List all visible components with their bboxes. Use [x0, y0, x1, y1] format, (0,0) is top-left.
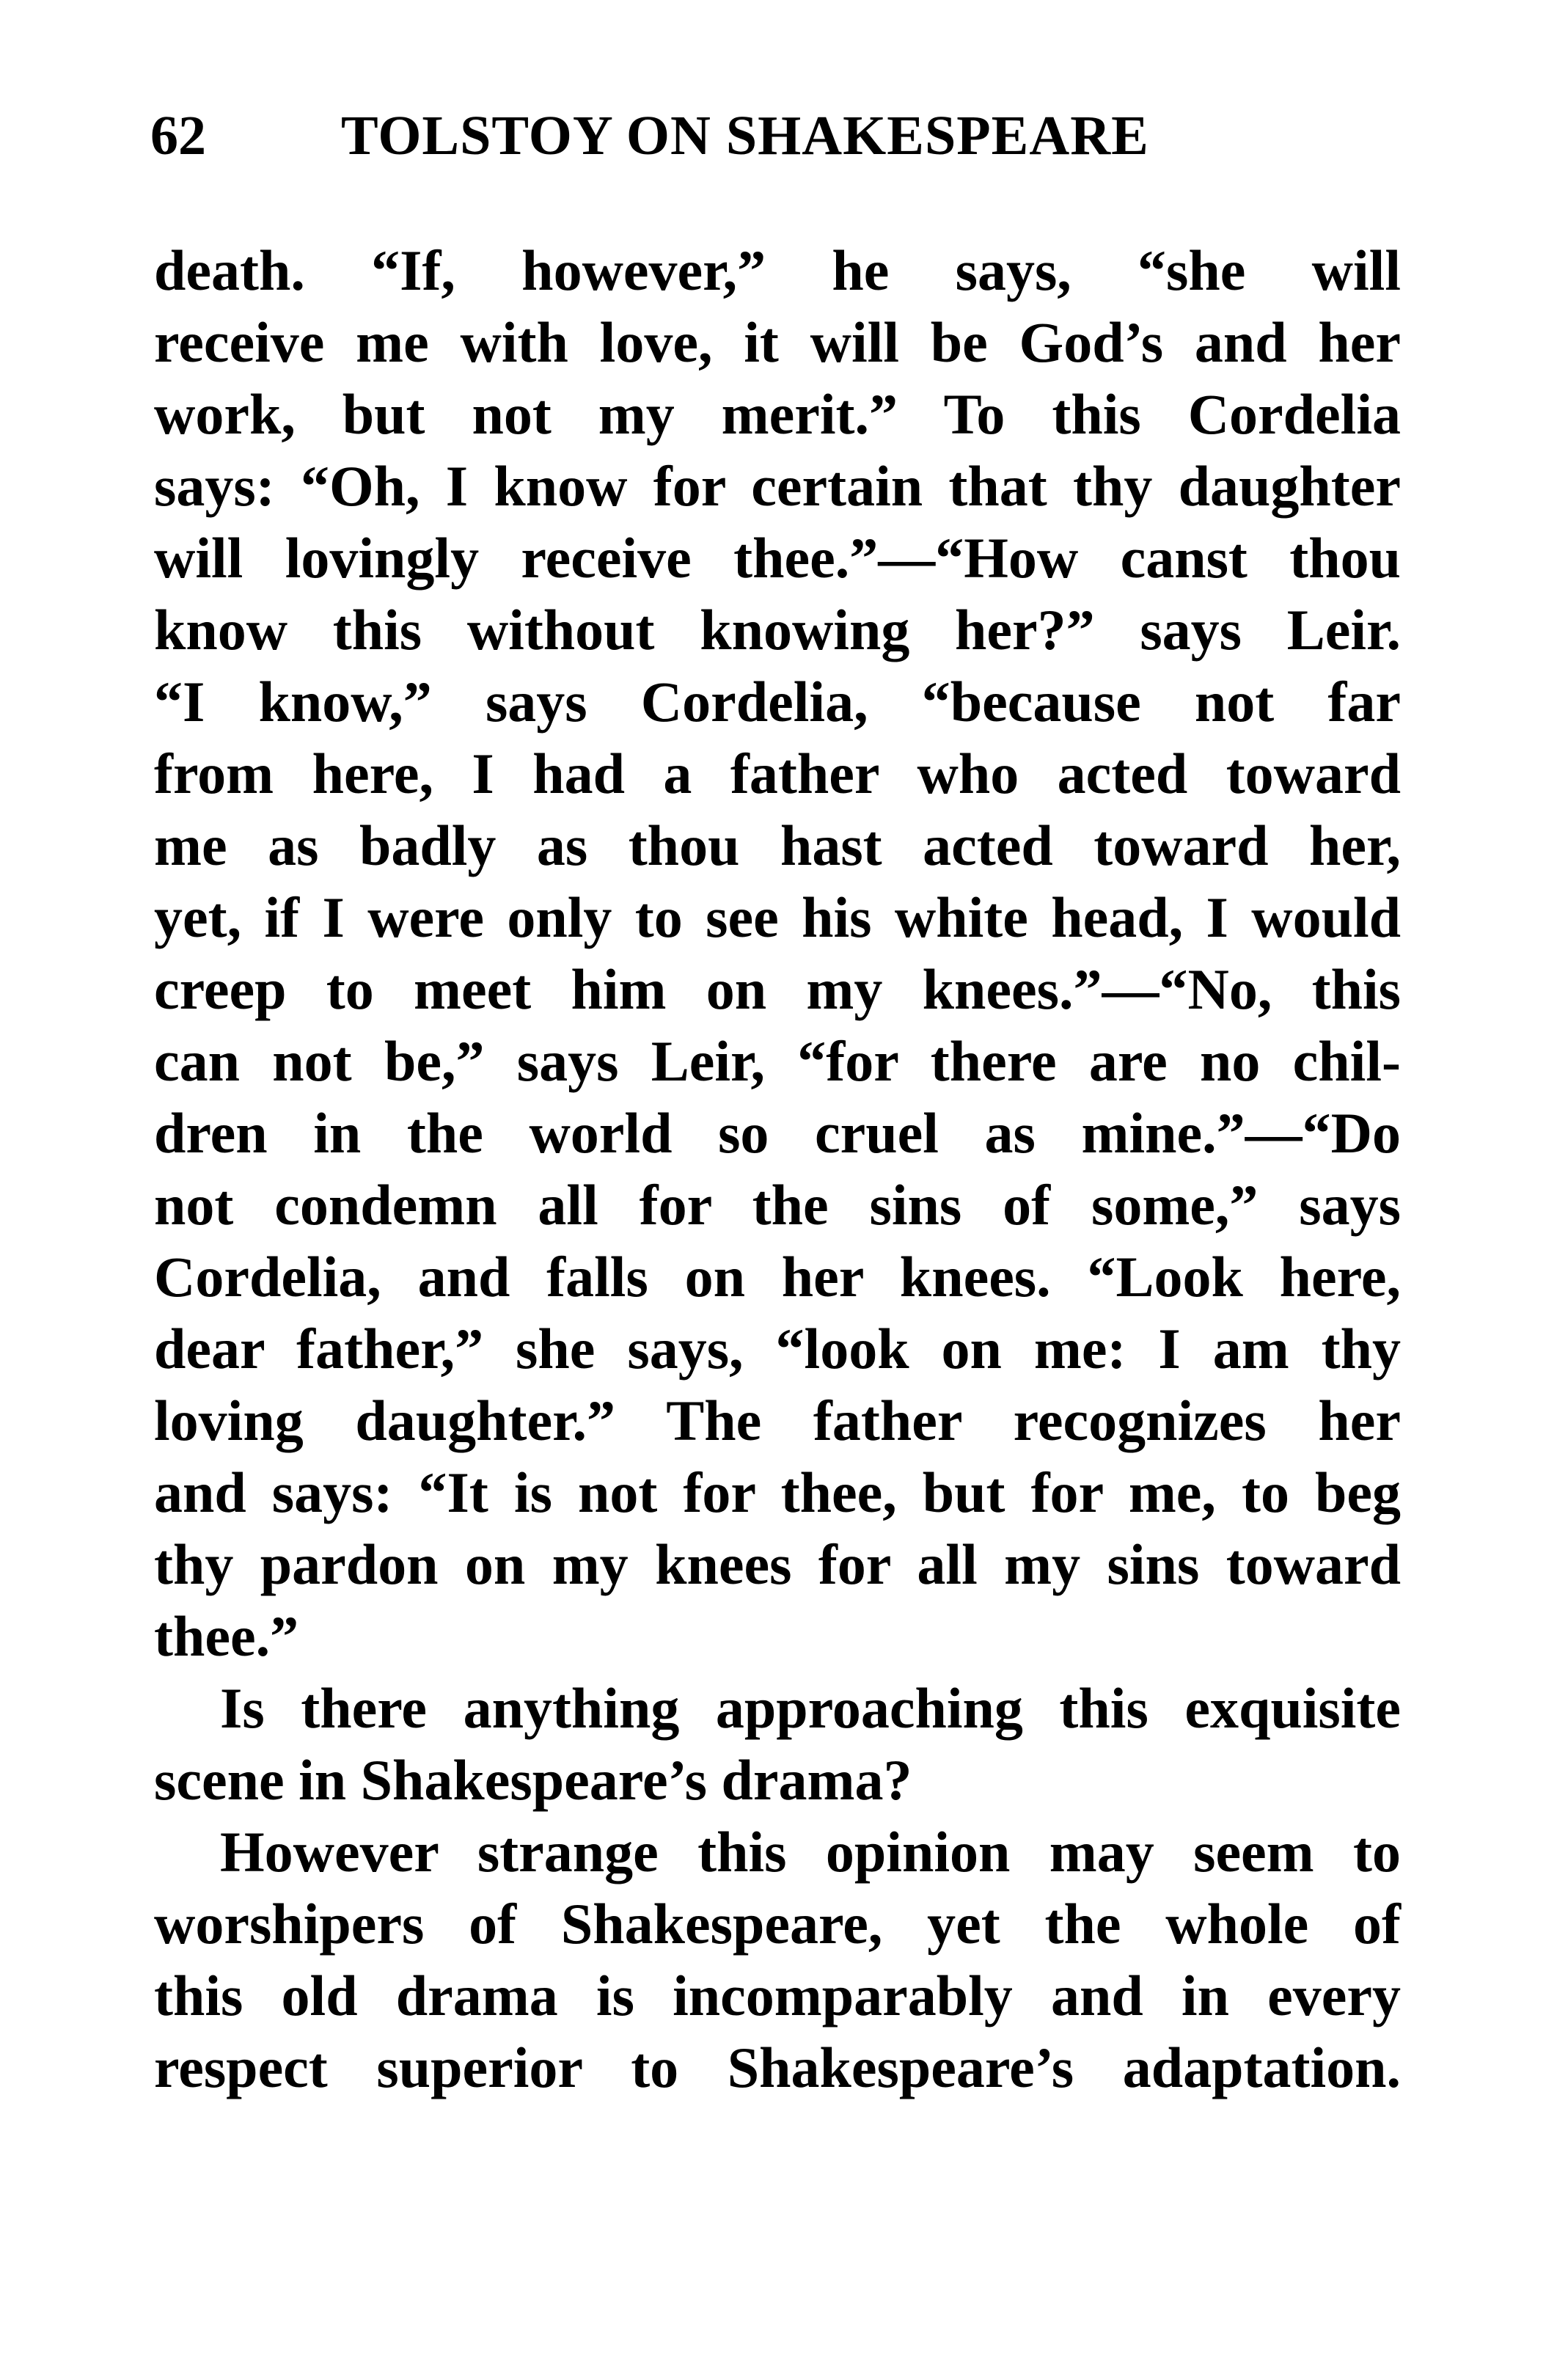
text-line: work, but not my merit.” To this Cordelia [154, 382, 1401, 446]
text-line: respect superior to Shakespeare’s adaptation. [154, 2036, 1401, 2099]
text-line: know this without knowing her?” says Leir. [154, 598, 1401, 662]
paragraph-first-line: Is there anything approaching this exquisite [220, 1676, 1401, 1740]
text-line: thee.” [154, 1604, 299, 1668]
text-line: “I know,” says Cordelia, “because not far [154, 670, 1401, 734]
text-line: death. “If, however,” he says, “she will [154, 238, 1401, 302]
text-line: can not be,” says Leir, “for there are no chil- [154, 1029, 1401, 1093]
text-line: and says: “It is not for thee, but for me, to beg [154, 1460, 1401, 1524]
running-title: TOLSTOY ON SHAKESPEARE [341, 105, 1149, 167]
body-text [154, 235, 1401, 2104]
text-line: me as badly as thou hast acted toward her, [154, 813, 1401, 877]
text-line: thy pardon on my knees for all my sins toward [154, 1532, 1401, 1596]
text-line: yet, if I were only to see his white head, I would [154, 885, 1401, 949]
text-line: dren in the world so cruel as mine.”—“Do [154, 1101, 1401, 1165]
running-head [150, 95, 1397, 176]
text-line: says: “Oh, I know for certain that thy daughter [154, 454, 1401, 518]
text-line: this old drama is incomparably and in every [154, 1964, 1401, 2028]
text-line: creep to meet him on my knees.”—“No, this [154, 957, 1401, 1021]
paragraph-first-line: However strange this opinion may seem to [220, 1820, 1401, 1884]
text-line: not condemn all for the sins of some,” says [154, 1173, 1401, 1237]
text-line: receive me with love, it will be God’s and her [154, 310, 1401, 374]
page-number: 62 [150, 105, 206, 167]
text-line: dear father,” she says, “look on me: I am thy [154, 1317, 1401, 1381]
text-line: will lovingly receive thee.”—“How canst thou [154, 526, 1401, 590]
text-line: worshipers of Shakespeare, yet the whole of [154, 1892, 1401, 1956]
text-line: scene in Shakespeare’s drama? [154, 1748, 912, 1812]
text-line: from here, I had a father who acted toward [154, 742, 1401, 805]
text-line: loving daughter.” The father recognizes her [154, 1389, 1401, 1452]
text-line: Cordelia, and falls on her knees. “Look here, [154, 1245, 1401, 1309]
